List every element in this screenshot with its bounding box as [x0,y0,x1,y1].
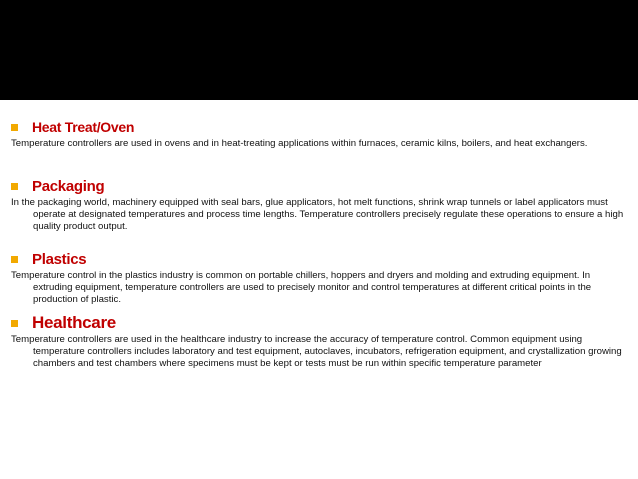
section-heading-row [11,116,631,138]
section-healthcare [11,312,631,370]
title-band [0,0,638,100]
section-plastics [11,248,631,306]
section-body: Temperature control in the plastics industry is common on portable chillers, hoppers and dryers and molding and extruding equipment. In extruding equipment, temperature controllers are used to precisely monitor and control temperatures at different critical points in the production of plastic. [11,270,592,305]
section-heading-row [11,175,631,197]
square-bullet-icon [11,320,18,327]
section-heading: Healthcare [32,313,116,332]
square-bullet-icon [11,183,18,190]
section-body: Temperature controllers are used in ovens and in heat-treating applications within furnaces, ceramic kilns, boilers, and heat exchangers. [11,138,588,149]
section-heat-treat-oven [11,116,631,150]
section-heading-row [11,248,631,270]
square-bullet-icon [11,256,18,263]
section-heading-row [11,312,631,334]
section-body: In the packaging world, machinery equipped with seal bars, glue applicators, hot melt functions, shrink wrap tunnels or label applicators must operate at designated temperatures and process time lengths. Temperature controllers precisely regulate these operations to ensure a high quality product output. [11,197,624,232]
section-heading: Packaging [32,177,105,195]
section-body: Temperature controllers are used in the healthcare industry to increase the accuracy of temperature control. Common equipment using temperature controllers includes laboratory and test equipment, autoclaves, incubators, refrigeration equipment, and crystallization growing chambers and test chambers where specimens must be kept or tests must be run within specific temperature parameter [11,334,622,369]
square-bullet-icon [11,124,18,131]
section-heading: Plastics [32,250,87,268]
section-heading: Heat Treat/Oven [32,119,135,135]
section-packaging [11,175,631,233]
